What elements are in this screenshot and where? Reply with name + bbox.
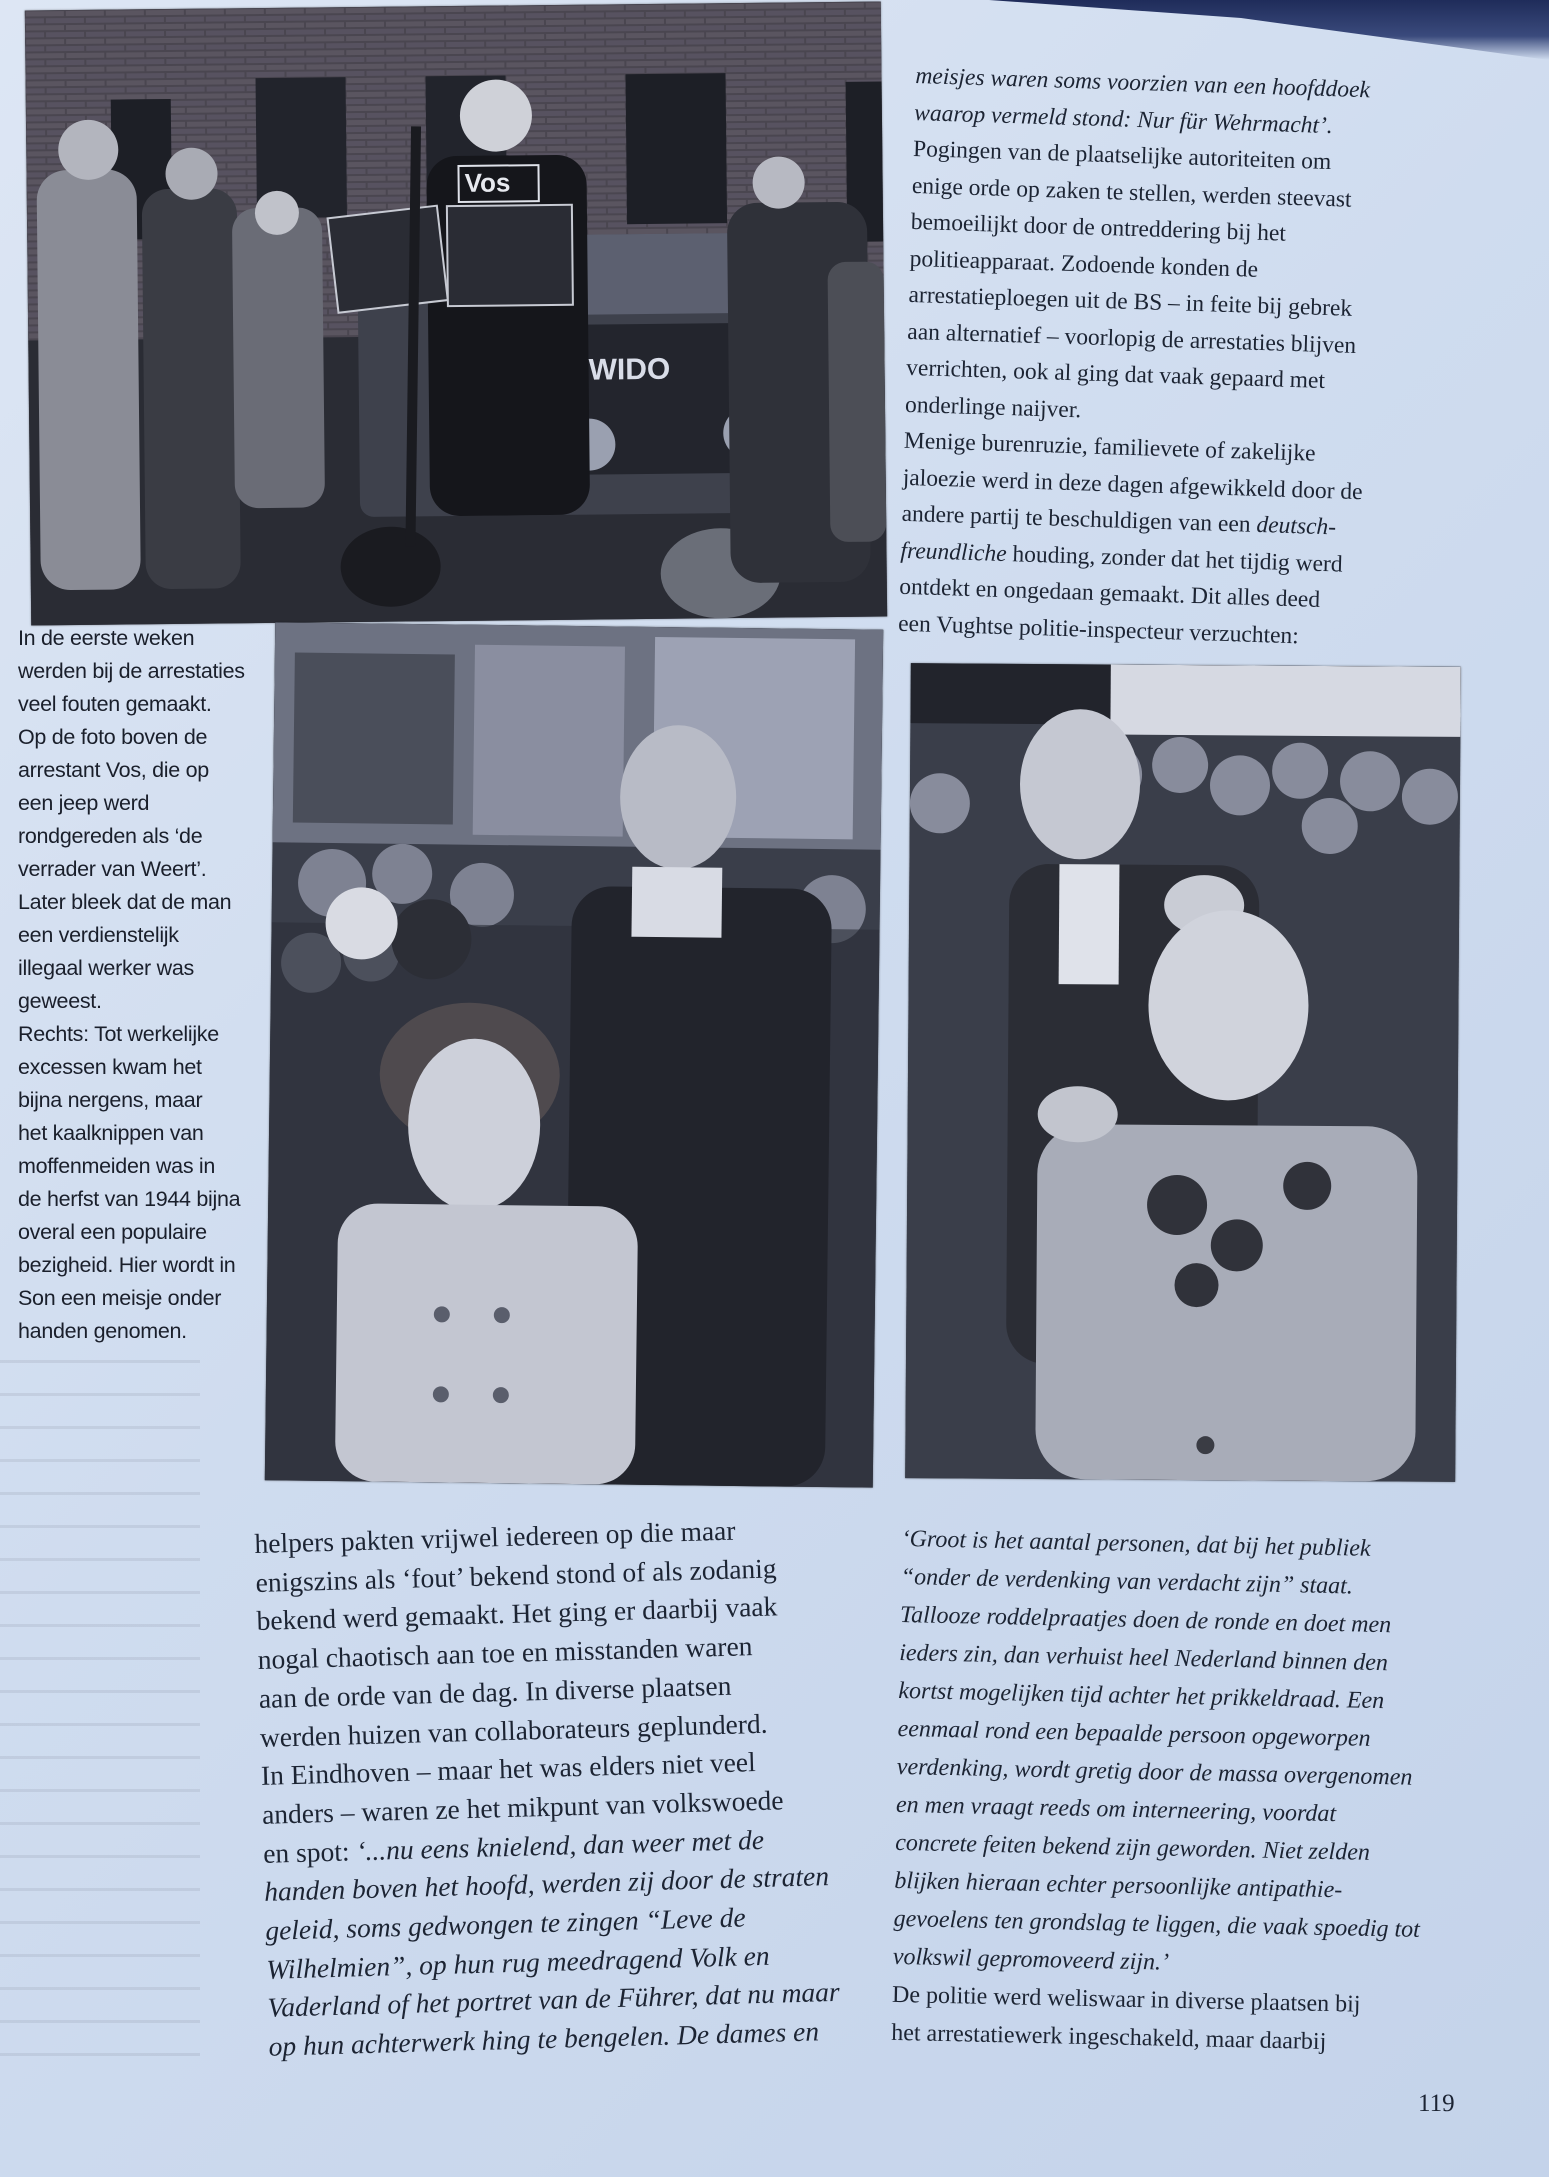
text-line: Vaderland of het portret van de Führer, dat nu maar xyxy=(267,1976,841,2024)
body-text-bottom-right xyxy=(891,1520,1442,2063)
caption-line: geweest. xyxy=(18,989,102,1013)
text-line: werden huizen van collaborateurs geplunderd. xyxy=(259,1707,768,1753)
text-line: aan alternatief – voorlopig de arrestaties blijven xyxy=(907,318,1357,359)
text-italic: freundliche xyxy=(900,537,1008,567)
caption-line: excessen kwam het xyxy=(18,1055,202,1079)
text-line: aan de orde van de dag. In diverse plaatsen xyxy=(258,1669,732,1714)
caption-line: rondgereden als ‘de xyxy=(18,824,203,848)
text-line: In Eindhoven – maar het was elders niet veel xyxy=(260,1746,757,1792)
text-line: Menige burenruzie, familievete of zakelijke xyxy=(903,427,1316,467)
photo-haircut-girl xyxy=(265,622,883,1487)
text-line: geleid, soms gedwongen te zingen “Leve de xyxy=(264,1901,746,1946)
text-line: en men vraagt reeds om interneering, voordat xyxy=(895,1791,1337,1828)
caption-line: bijna nergens, maar xyxy=(18,1088,203,1112)
text-line: freundliche houding, zonder dat het tijdig werd xyxy=(900,537,1343,578)
caption-line: Son een meisje onder xyxy=(18,1286,222,1310)
caption-line: de herfst van 1944 bijna xyxy=(18,1187,241,1211)
text-line: bemoeilijkt door de ontreddering bij het xyxy=(910,208,1287,247)
text-line: helpers pakten vrijwel iedereen op die maar xyxy=(254,1514,736,1559)
page-number: 119 xyxy=(1418,2090,1455,2117)
text-line: waarop vermeld stond: Nur für Wehrmacht’. xyxy=(913,99,1334,139)
text-line: Pogingen van de plaatselijke autoriteiten om xyxy=(912,135,1332,176)
text-line: het arrestatiewerk ingeschakeld, maar daarbij xyxy=(890,2019,1327,2055)
sign-vos: Vos xyxy=(464,167,511,198)
caption-line: handen genomen. xyxy=(18,1319,187,1343)
text-line: enigszins als ‘fout’ bekend stond of als zodanig xyxy=(255,1552,777,1598)
text-line: blijken hieraan echter persoonlijke antipathie- xyxy=(894,1867,1343,1904)
caption-line: Later bleek dat de man xyxy=(18,890,232,914)
text-line: ieders zin, dan verhuist heel Nederland binnen den xyxy=(898,1639,1389,1677)
photo-shaved-head xyxy=(905,663,1461,1482)
caption-line: illegaal werker was xyxy=(18,956,194,980)
text-line: een Vughtse politie-inspecteur verzuchten: xyxy=(897,610,1300,649)
text-line: eenmaal rond een bepaalde persoon opgeworpen xyxy=(897,1715,1371,1752)
text-line: andere partij te beschuldigen van een deutsch- xyxy=(901,500,1337,541)
text-italic: deutsch- xyxy=(1256,511,1337,541)
text-line: Tallooze roddelpraatjes doen de ronde en doet men xyxy=(899,1601,1392,1639)
caption-line: Op de foto boven de xyxy=(18,725,208,749)
caption-line: In de eerste weken xyxy=(18,626,195,650)
text-line: kortst mogelijken tijd achter het prikkeldraad. Een xyxy=(898,1677,1385,1715)
caption-line: een verdienstelijk xyxy=(18,923,179,947)
jeep-label: WIDO xyxy=(588,352,671,387)
text-line: op hun achterwerk hing te bengelen. De dames en xyxy=(268,2015,820,2062)
caption-line: veel fouten gemaakt. xyxy=(18,692,212,716)
text-italic: ‘...nu eens knielend, dan weer met de xyxy=(355,1823,765,1866)
body-text-bottom-left xyxy=(254,1508,889,2067)
caption-line: een jeep werd xyxy=(18,791,150,815)
text-line: volkswil gepromoveerd zijn.’ xyxy=(892,1943,1170,1976)
text-line: nogal chaotisch aan toe en misstanden waren xyxy=(257,1630,753,1676)
text-line: Wilhelmien”, op hun rug meedragend Volk en xyxy=(265,1939,770,1985)
text-line: enige orde op zaken te stellen, werden steevast xyxy=(911,172,1352,213)
text-line: bekend werd gemaakt. Het ging er daarbij vaak xyxy=(256,1590,778,1637)
text-line: jaloezie werd in deze dagen afgewikkeld door de xyxy=(902,464,1364,505)
photo-arrest-jeep xyxy=(25,2,887,626)
caption-line: werden bij de arrestaties xyxy=(18,659,245,683)
text-line: handen boven het hoofd, werden zij door de straten xyxy=(263,1860,830,1908)
caption-line: het kaalknippen van xyxy=(18,1121,204,1145)
caption-line: bezigheid. Hier wordt in xyxy=(18,1253,236,1277)
text-line: meisjes waren soms voorzien van een hoofddoek xyxy=(915,62,1371,104)
text-line: verrichten, ook al ging dat vaak gepaard met xyxy=(905,354,1326,394)
text-line: ontdekt en ongedaan gemaakt. Dit alles deed xyxy=(898,573,1321,613)
background-corner xyxy=(989,0,1549,60)
caption-line: moffenmeiden was in xyxy=(18,1154,216,1178)
text-line: De politie werd weliswaar in diverse plaatsen bij xyxy=(891,1981,1361,2018)
caption-line: Rechts: Tot werkelijke xyxy=(18,1022,219,1046)
text-line: verdenking, wordt gretig door de massa overgenomen xyxy=(896,1753,1413,1791)
text-line: onderlinge naijver. xyxy=(904,391,1082,423)
photo-caption xyxy=(18,622,258,1348)
caption-line: arrestant Vos, die op xyxy=(18,758,209,782)
text-line: “onder de verdenking van verdacht zijn” staat. xyxy=(900,1563,1354,1600)
text-line: arrestatieploegen uit de BS – in feite bij gebrek xyxy=(908,281,1353,322)
bleed-through-text xyxy=(0,1360,200,2060)
text-line: anders – waren ze het mikpunt van volkswoede xyxy=(261,1784,784,1830)
text-line: gevoelens ten grondslag te liggen, die vaak spoedig tot xyxy=(893,1905,1421,1943)
text-line: concrete feiten bekend zijn geworden. Niet zelden xyxy=(894,1829,1371,1866)
text-roman: en spot: xyxy=(262,1834,357,1869)
body-text-top-right xyxy=(898,58,1446,658)
caption-line: verrader van Weert’. xyxy=(18,857,207,881)
text-line: politieapparaat. Zodoende konden de xyxy=(909,245,1259,283)
caption-line: overal een populaire xyxy=(18,1220,207,1244)
text-line: ‘Groot is het aantal personen, dat bij het publiek xyxy=(901,1525,1371,1562)
